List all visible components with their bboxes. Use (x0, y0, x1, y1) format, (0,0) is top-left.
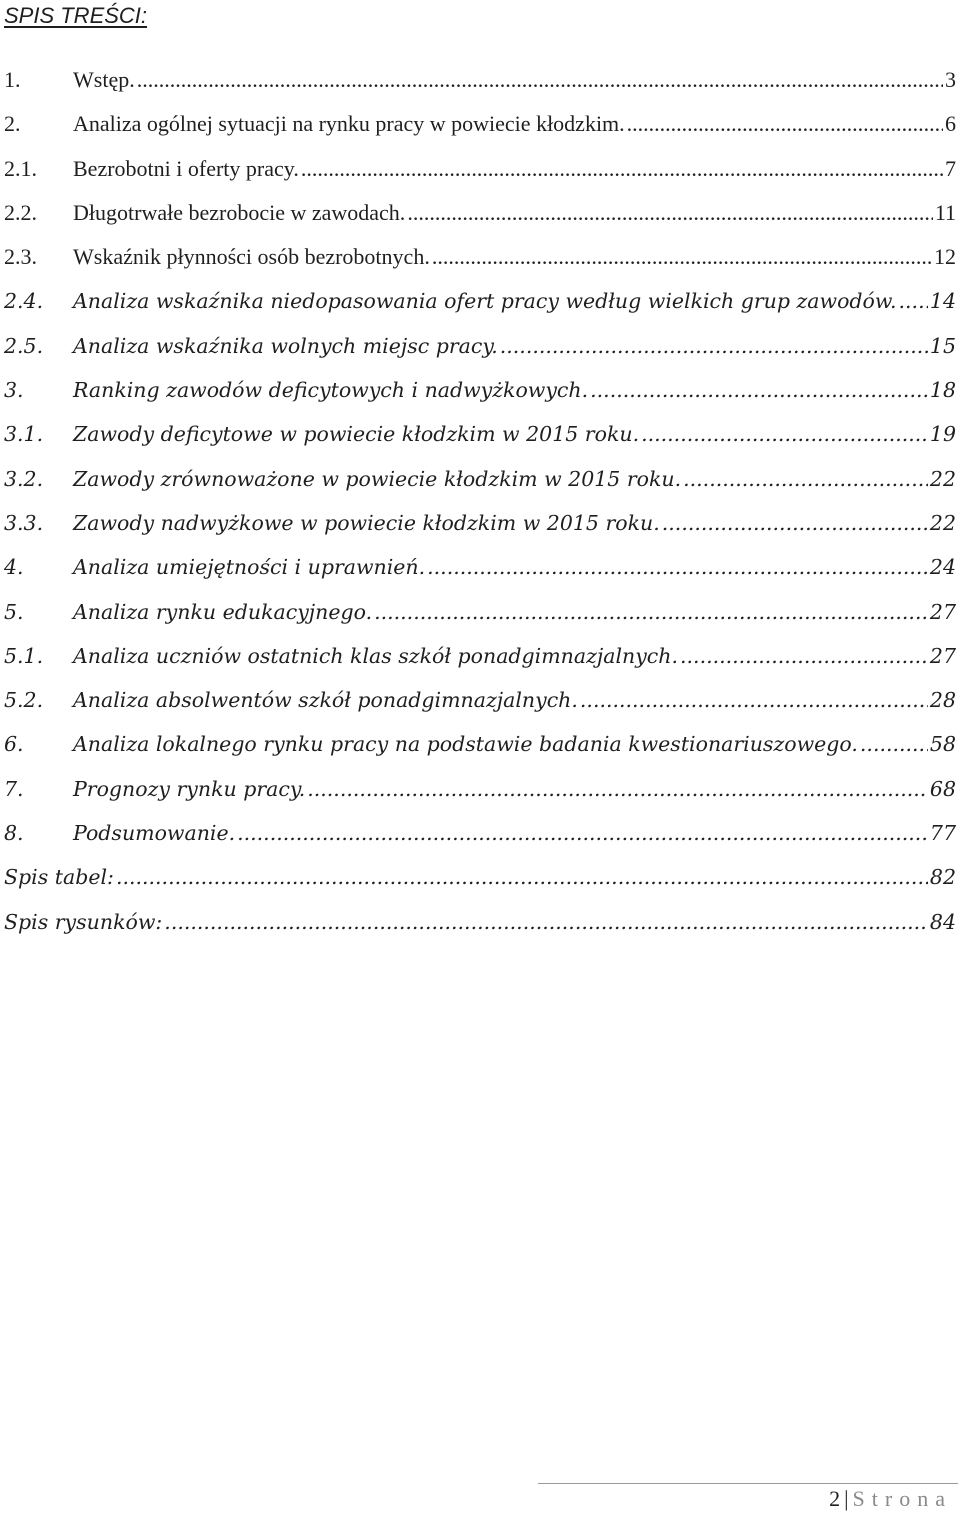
toc-entry-page: 6 (945, 111, 956, 137)
toc-entry[interactable] (4, 900, 956, 944)
toc-dot-leader (580, 678, 928, 722)
table-of-contents (4, 58, 956, 944)
toc-entry-page: 11 (934, 199, 956, 225)
toc-entry-title: Zawody nadwyżkowe w powiecie kłodzkim w 2015 roku. (73, 510, 660, 535)
toc-entry-page: 27 (929, 599, 956, 624)
toc-entry-number: 5.1. (4, 643, 44, 668)
toc-entry-title: Ranking zawodów deficytowych i nadwyżkowych. (73, 378, 589, 403)
toc-dot-leader (899, 279, 928, 323)
toc-dot-leader (590, 368, 928, 412)
toc-entry-title: Długotrwałe bezrobocie w zawodach. (73, 199, 406, 225)
toc-entry[interactable] (4, 722, 956, 766)
toc-entry-page: 14 (929, 289, 956, 314)
toc-entry[interactable] (4, 855, 956, 899)
toc-entry-number: 2.5. (4, 333, 44, 358)
toc-dot-leader (680, 634, 928, 678)
toc-entry[interactable] (4, 368, 956, 412)
toc-dot-leader (627, 102, 943, 146)
toc-entry-number: 3. (4, 378, 24, 403)
toc-entry-page: 3 (945, 67, 956, 92)
toc-entry-title: Prognozy rynku pracy. (73, 776, 306, 801)
toc-entry-page: 82 (929, 865, 956, 890)
toc-dot-leader (116, 855, 928, 899)
toc-entry-number: 3.3. (4, 510, 44, 535)
page-footer (829, 1486, 952, 1512)
toc-entry[interactable] (4, 545, 956, 589)
toc-entry-page: 84 (929, 909, 956, 934)
toc-entry-title: Analiza ogólnej sytuacji na rynku pracy w powiecie kłodzkim. (73, 111, 625, 137)
toc-entry[interactable] (4, 235, 956, 279)
toc-entry[interactable] (4, 457, 956, 501)
toc-dot-leader (683, 457, 928, 501)
toc-dot-leader (500, 324, 928, 368)
toc-entry-title: Zawody deficytowe w powiecie kłodzkim w 2015 roku. (73, 422, 640, 447)
toc-title: SPIS TREŚCI: (4, 3, 148, 28)
toc-entry-number: 1. (4, 67, 21, 92)
toc-entry-title: Bezrobotni i oferty pracy. (73, 155, 299, 181)
toc-entry-number: 2.1. (4, 155, 37, 181)
toc-entry-title: Spis rysunków: (4, 909, 163, 934)
toc-dot-leader (301, 147, 943, 191)
toc-entry-title: Analiza wskaźnika wolnych miejsc pracy. (73, 333, 498, 358)
toc-entry-title: Spis tabel: (4, 865, 114, 890)
toc-entry-number: 2.4. (4, 289, 44, 314)
toc-entry-page: 22 (929, 510, 956, 535)
toc-entry-title: Analiza uczniów ostatnich klas szkół ponadgimnazjalnych. (73, 643, 679, 668)
toc-entry-title: Analiza absolwentów szkół ponadgimnazjalnych. (73, 688, 578, 713)
toc-entry-number: 3.1. (4, 422, 44, 447)
toc-entry[interactable] (4, 58, 956, 102)
toc-entry[interactable] (4, 191, 956, 235)
footer-label: Strona (852, 1486, 952, 1511)
toc-entry[interactable] (4, 634, 956, 678)
toc-entry[interactable] (4, 412, 956, 456)
toc-entry-page: 24 (929, 555, 956, 580)
toc-dot-leader (137, 58, 943, 102)
toc-entry-number: 3.2. (4, 466, 44, 491)
toc-dot-leader (427, 545, 928, 589)
toc-entry-number: 2.3. (4, 244, 37, 270)
toc-entry-page: 28 (929, 688, 956, 713)
toc-entry[interactable] (4, 501, 956, 545)
toc-entry-title: Analiza umiejętności i uprawnień. (73, 555, 426, 580)
toc-entry-page: 12 (934, 244, 956, 270)
toc-entry-page: 18 (929, 378, 956, 403)
toc-dot-leader (164, 900, 928, 944)
toc-entry-number: 7. (4, 776, 24, 801)
toc-entry-page: 22 (929, 466, 956, 491)
toc-entry[interactable] (4, 147, 956, 191)
toc-entry-number: 2.2. (4, 199, 37, 225)
toc-entry-page: 15 (929, 333, 956, 358)
toc-entry-number: 6. (4, 732, 24, 757)
toc-entry-page: 27 (929, 643, 956, 668)
toc-dot-leader (307, 767, 928, 811)
toc-entry-number: 5. (4, 599, 24, 624)
toc-dot-leader (237, 811, 928, 855)
toc-entry-page: 68 (929, 776, 956, 801)
toc-entry[interactable] (4, 324, 956, 368)
toc-entry-title: Analiza lokalnego rynku pracy na podstawie badania kwestionariuszowego. (73, 732, 858, 757)
toc-entry-number: 8. (4, 821, 24, 846)
toc-entry-number: 5.2. (4, 688, 44, 713)
footer-separator: | (844, 1486, 849, 1511)
toc-entry-page: 7 (945, 155, 956, 181)
toc-dot-leader (407, 191, 933, 235)
toc-entry-title: Wskaźnik płynności osób bezrobotnych. (73, 244, 430, 270)
toc-dot-leader (662, 501, 928, 545)
toc-entry-title: Analiza rynku edukacyjnego. (73, 599, 373, 624)
toc-entry-title: Podsumowanie. (73, 821, 236, 846)
toc-entry-title: Analiza wskaźnika niedopasowania ofert pracy według wielkich grup zawodów. (73, 289, 897, 314)
toc-entry-page: 77 (929, 821, 956, 846)
toc-entry-title: Zawody zrównoważone w powiecie kłodzkim w 2015 roku. (73, 466, 682, 491)
toc-entry-page: 19 (929, 422, 956, 447)
footer-page-number: 2 (829, 1486, 841, 1511)
toc-entry[interactable] (4, 678, 956, 722)
toc-dot-leader (860, 722, 928, 766)
toc-entry-title: Wstęp. (73, 67, 135, 92)
toc-entry[interactable] (4, 279, 956, 323)
footer-divider (538, 1483, 958, 1484)
toc-entry[interactable] (4, 767, 956, 811)
toc-entry-number: 4. (4, 555, 24, 580)
toc-entry[interactable] (4, 102, 956, 146)
toc-entry[interactable] (4, 811, 956, 855)
toc-entry[interactable] (4, 590, 956, 634)
toc-entry-number: 2. (4, 111, 21, 137)
toc-entry-page: 58 (929, 732, 956, 757)
toc-dot-leader (641, 412, 928, 456)
toc-dot-leader (432, 235, 932, 279)
toc-dot-leader (374, 590, 928, 634)
